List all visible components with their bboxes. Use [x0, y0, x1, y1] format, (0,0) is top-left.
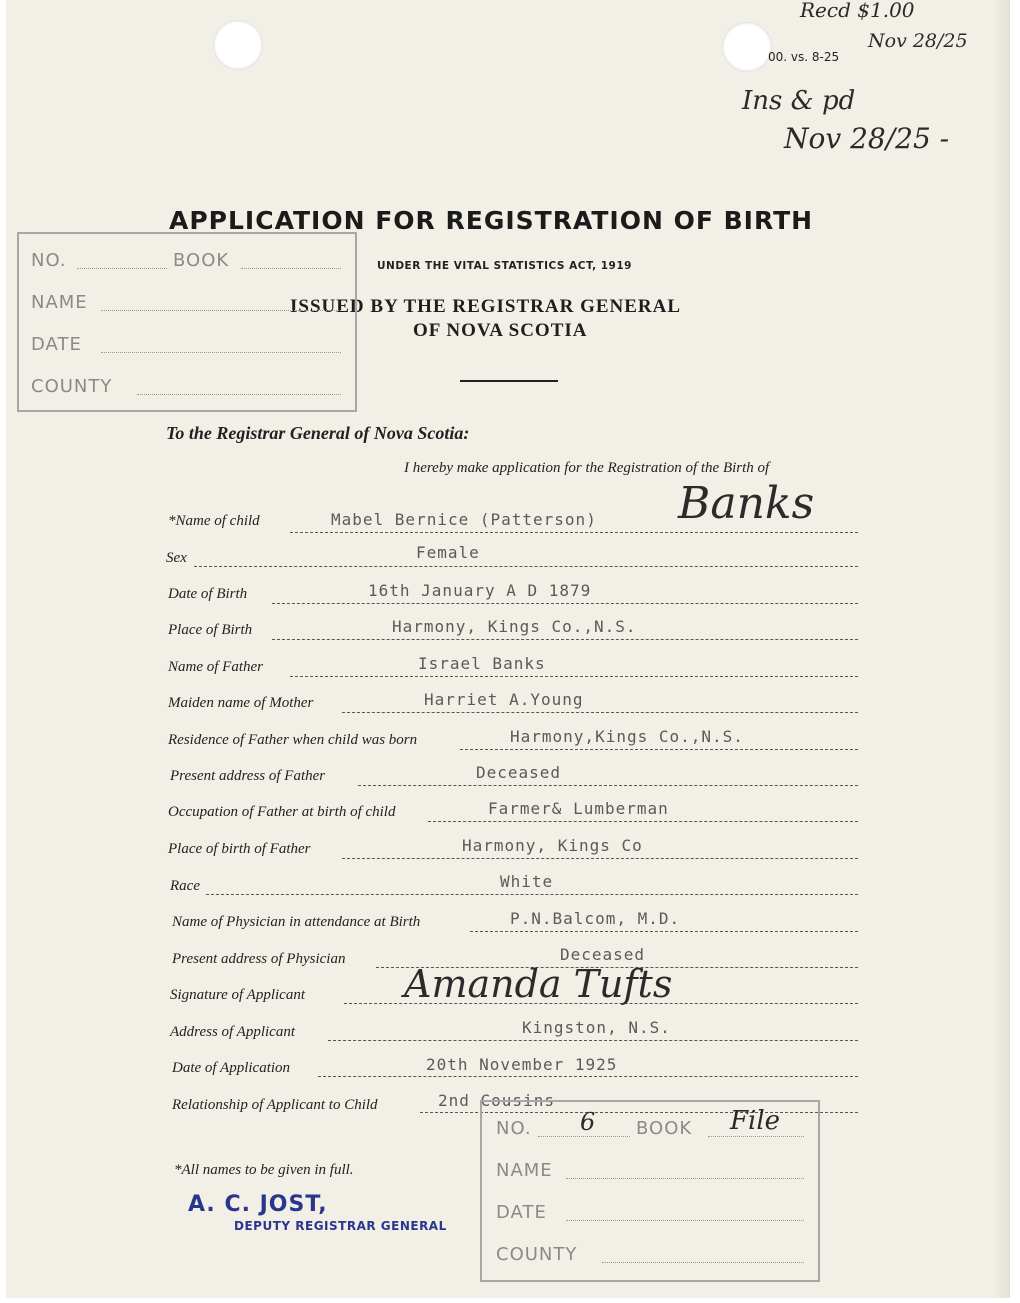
act-reference: UNDER THE VITAL STATISTICS ACT, 1919: [377, 260, 632, 272]
stamp-bottom-no-value: 6: [580, 1108, 596, 1136]
field-line-father-birthplace: [342, 858, 858, 859]
field-value-child-surname: Banks: [678, 478, 815, 529]
stamp-no-label: NO.: [31, 250, 67, 271]
annotation-received-date: Nov 28/25: [868, 30, 968, 52]
field-value-father-name: Israel Banks: [418, 654, 546, 673]
field-value-place-of-birth: Harmony, Kings Co.,N.S.: [392, 617, 637, 636]
field-line-father-occupation: [428, 821, 858, 822]
field-value-mother-maiden-name: Harriet A.Young: [424, 690, 584, 709]
field-value-father-occupation: Farmer& Lumberman: [488, 799, 669, 818]
field-value-application-date: 20th November 1925: [426, 1055, 618, 1074]
stamp-book-dots: [241, 268, 341, 269]
field-label-applicant-signature: Signature of Applicant: [170, 987, 305, 1003]
field-label-mother-maiden-name: Maiden name of Mother: [168, 695, 314, 711]
intro-text: I hereby make application for the Registration of the Birth of: [404, 460, 770, 476]
paper-edge: [992, 0, 1010, 1298]
stamp-no-dots: [77, 268, 167, 269]
field-value-applicant-signature: Amanda Tufts: [404, 962, 673, 1006]
field-label-father-occupation: Occupation of Father at birth of child: [168, 804, 396, 820]
field-label-application-date: Date of Application: [172, 1060, 291, 1076]
field-label-place-of-birth: Place of Birth: [168, 622, 253, 638]
registration-stamp-bottom: [480, 1100, 820, 1282]
stamp-bottom-date-dots: [566, 1220, 804, 1221]
stamp-bottom-name-dots: [566, 1178, 804, 1179]
footnote: *All names to be given in full.: [174, 1162, 354, 1178]
signature-stamp-title: DEPUTY REGISTRAR GENERAL: [234, 1219, 447, 1233]
field-line-date-of-birth: [272, 603, 858, 604]
field-line-child-name: [290, 532, 858, 533]
title-divider: [460, 380, 558, 382]
field-line-place-of-birth: [272, 639, 858, 640]
field-value-date-of-birth: 16th January A D 1879: [368, 581, 592, 600]
field-line-sex: [194, 566, 858, 567]
field-line-father-present-address: [358, 785, 858, 786]
stamp-bottom-book-label: BOOK: [636, 1118, 693, 1139]
field-label-date-of-birth: Date of Birth: [168, 586, 248, 602]
issued-by-line1: ISSUED BY THE REGISTRAR GENERAL: [290, 296, 682, 317]
stamp-bottom-book-dots: [708, 1136, 804, 1137]
signature-stamp-name: A. C. JOST,: [188, 1192, 328, 1217]
field-label-physician-address: Present address of Physician: [172, 951, 346, 967]
field-label-applicant-address: Address of Applicant: [170, 1024, 295, 1040]
annotation-indexed: Ins & pd: [742, 86, 856, 116]
annotation-indexed-date: Nov 28/25 -: [784, 122, 950, 155]
form-number: 00. vs. 8-25: [768, 50, 840, 64]
field-value-relationship: 2nd Cousins: [438, 1091, 555, 1110]
stamp-name-label: NAME: [31, 292, 88, 313]
field-value-race: White: [500, 872, 554, 891]
salutation: To the Registrar General of Nova Scotia:: [166, 423, 470, 443]
field-line-applicant-address: [328, 1040, 858, 1041]
field-line-father-residence: [460, 749, 858, 750]
field-label-father-present-address: Present address of Father: [170, 768, 326, 784]
stamp-bottom-name-label: NAME: [496, 1160, 553, 1181]
field-label-physician-name: Name of Physician in attendance at Birth: [172, 914, 421, 930]
annotation-received: Recd $1.00: [800, 0, 915, 22]
stamp-name-dots: [101, 310, 341, 311]
field-value-father-present-address: Deceased: [476, 763, 562, 782]
punch-hole-right: [722, 22, 772, 72]
stamp-bottom-date-label: DATE: [496, 1202, 547, 1223]
field-label-father-name: Name of Father: [168, 659, 263, 675]
field-line-physician-name: [470, 931, 858, 932]
field-label-race: Race: [170, 878, 200, 894]
field-label-relationship: Relationship of Applicant to Child: [172, 1097, 378, 1113]
field-value-child-name: Mabel Bernice (Patterson): [331, 510, 597, 529]
field-line-application-date: [318, 1076, 858, 1077]
field-label-father-residence: Residence of Father when child was born: [168, 732, 418, 748]
stamp-bottom-no-dots: [538, 1136, 630, 1137]
registration-stamp-top: [17, 232, 357, 412]
punch-hole-left: [213, 20, 263, 70]
stamp-date-label: DATE: [31, 334, 82, 355]
stamp-county-dots: [137, 394, 341, 395]
field-value-applicant-address: Kingston, N.S.: [522, 1018, 671, 1037]
field-value-physician-address: Deceased: [560, 945, 646, 964]
field-value-physician-name: P.N.Balcom, M.D.: [510, 909, 681, 928]
stamp-bottom-no-label: NO.: [496, 1118, 532, 1139]
field-value-father-birthplace: Harmony, Kings Co: [462, 836, 643, 855]
field-value-father-residence: Harmony,Kings Co.,N.S.: [510, 727, 744, 746]
stamp-date-dots: [101, 352, 341, 353]
field-line-race: [206, 894, 858, 895]
stamp-bottom-county-label: COUNTY: [496, 1244, 578, 1265]
stamp-book-label: BOOK: [173, 250, 230, 271]
stamp-bottom-book-value: File: [730, 1106, 781, 1136]
stamp-county-label: COUNTY: [31, 376, 113, 397]
field-label-sex: Sex: [166, 550, 187, 566]
issued-by-line2: OF NOVA SCOTIA: [413, 320, 588, 341]
field-label-child-name: *Name of child: [168, 513, 260, 529]
field-value-sex: Female: [416, 543, 480, 562]
form-title: APPLICATION FOR REGISTRATION OF BIRTH: [169, 206, 814, 235]
field-line-father-name: [290, 676, 858, 677]
field-label-father-birthplace: Place of birth of Father: [168, 841, 311, 857]
stamp-bottom-county-dots: [602, 1262, 804, 1263]
field-line-mother-maiden-name: [342, 712, 858, 713]
